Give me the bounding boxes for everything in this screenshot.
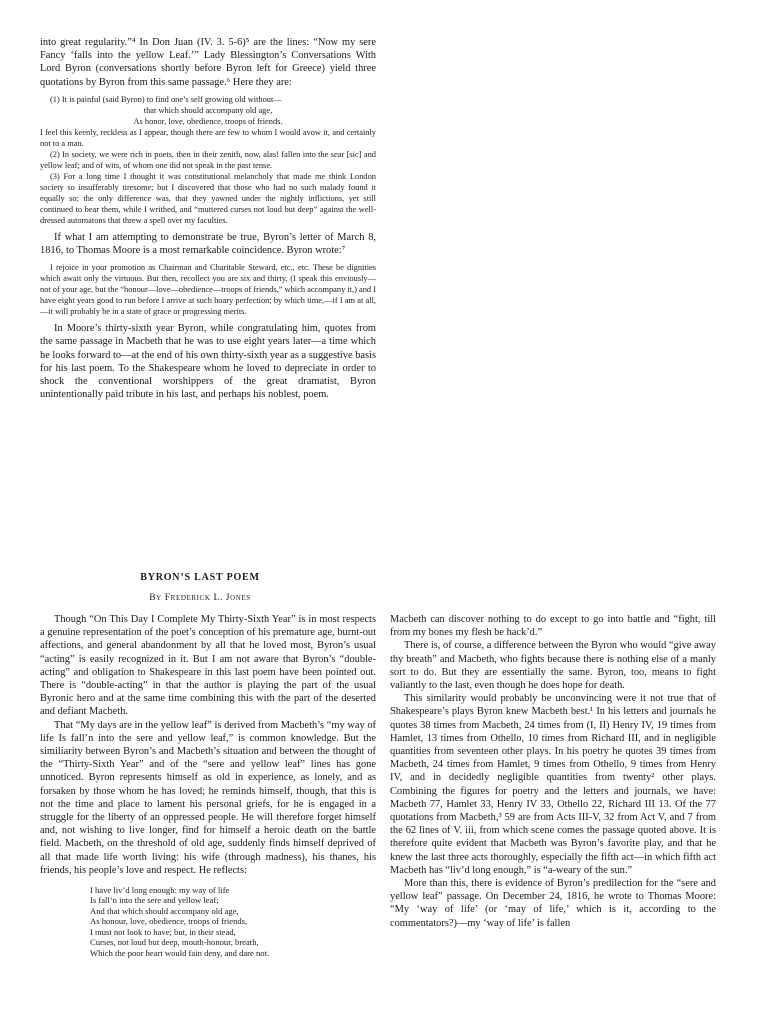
right-paragraph-1: Macbeth can discover nothing to do except to go into battle and “fight, till from my bones my flesh be hack’d.”: [390, 614, 716, 639]
right-column: [390, 613, 716, 930]
macbeth-verse: [40, 885, 376, 958]
top-paragraph-3: In Moore’s thirty-sixth year Byron, while congratulating him, quotes from the same passage in Macbeth that he was to use eight years later—a time which he looks forward to—at the end of his own thirty-sixth year as a suggestive basis for his last poem. To the Shakespeare whom he loved to depreciate in order to shock the conventional worshippers of the great dramatist, Byron unintentionally paid tribute in his last, and perhaps his noblest, poem.: [40, 323, 376, 401]
quote-1-intro: (1) It is painful (said Byron) to find one’s self growing old without—: [50, 94, 282, 104]
top-paragraph-2: If what I am attempting to demonstrate be true, Byron’s letter of March 8, 1816, to Thomas Moore is a most remarkable coincidence. Byron wrote:⁷: [40, 231, 376, 257]
verse-line: And that which should accompany old age,: [90, 905, 239, 916]
left-column: [40, 613, 376, 958]
moore-letter-quote: I rejoice in your promotion as Chairman and Charitable Steward, etc., etc. These be dignities which await only the virtuous. But then, recollect you are six and thirty, (I speak this enviously—not of your age, but the “honour—love—obedience—troops of friends,” which accompany it,) and I have eight years good to run before I arrive at such hoary perfection; by which time,—if I am at all,—it will probably be in a state of grace or progressing merits.: [40, 263, 376, 317]
top-section: [40, 36, 376, 401]
quote-1-line-3: As honor, love, obedience, troops of friends.: [133, 116, 283, 126]
right-paragraph-3: This similarity would probably be unconvincing were it not true that of Shakespeare’s plays Byron knew Macbeth best.¹ In his letters and journals he quotes 38 times from Macbeth, 24 times from (I, II) Henry IV, 19 times from Hamlet, 13 times from Othello, 10 times from Richard III, and in negligible quantities from seventeen other plays. In his poetry he quotes 39 times from Macbeth, 24 times from Hamlet, 9 times from Othello, 9 times from Henry IV, and in decidedly negligible quantities from twenty² other plays. Combining the figures for poetry and the letters and journals, we have: Macbeth 77, Hamlet 33, Henry IV 33, Othello 22, Richard III 13. Of the 77 quotations from Macbeth,³ 59 are from Acts III-V, 32 from Act V, and 7 from the 62 lines of V. iii, from which scene comes the passage quoted above. It is therefore quite evident that Macbeth was Byron’s favorite play, and that he knew the last three acts thoroughly, especially the fifth act—in which fifth act Macbeth has “liv’d long enough,” is “a-weary of the sun.”: [390, 693, 716, 876]
quote-1-body: I feel this keenly, reckless as I appear, though there are few to whom I would avow it, and certainly not to a man.: [40, 127, 376, 148]
left-paragraph-1: Though “On This Day I Complete My Thirty-Sixth Year” is in most respects a genuine representation of the poet’s conception of his premature age, burnt-out affections, and general abandonment by all that he loved most, Byron’s usual “acting” is easily recognized in it. But I am not aware that Byron’s “double-acting” and obligation to Shakespeare in this last poem have been pointed out. There is “double-acting” in that the author is playing the part of the usual Byronic hero and at the same time combining this with the part of the deserted and defiant Macbeth.: [40, 614, 376, 718]
article-author: By Frederick L. Jones: [149, 593, 251, 603]
left-paragraph-2: That “My days are in the yellow leaf” is derived from Macbeth’s “my way of life Is fall’n into the sere and yellow leaf,” is common knowledge. But the similiarity between Byron’s and Macbeth’s situation and between the thought of the “Thirty-Sixth Year” and of the “sere and yellow leaf” lines has gone unnoticed. Byron represents himself as old in experience, as lonely, and as forsaken by those whom he has loved; he reminds himself, though, that this is not the time and place to lament his personal griefs, for he is engaged in a struggle for the liberty of an oppressed people. He will therefore forget himself and, not wishing to live longer, find for himself a heroic death on the battle field. Macbeth, on the threshold of old age, suddenly finds himself deprived of all that made life worth living: his wife (through madness), his thanes, his friends, his people’s love and respect. He reflects:: [40, 719, 376, 876]
blessington-quotes: [40, 94, 376, 226]
quote-2: (2) In society, we were rich in poets, then in their zenith, now, alas! fallen into the sear [sic] and yellow leaf; and of wits, of whom one did not speak in the past tense.: [40, 149, 376, 170]
verse-line: Is fall’n into the sere and yellow leaf;: [90, 895, 219, 906]
right-paragraph-2: There is, of course, a difference between the Byron who would “give away thy breath” and Macbeth, who fights because there is nothing else of a manly sort to do. But they are essentially the same. Byron, too, means to fight valiantly to the last, even though he does hope for death.: [390, 640, 716, 692]
verse-line: I have liv’d long enough: my way of life: [90, 885, 230, 896]
quote-3: (3) For a long time I thought it was constitutional melancholy that made me think London society so insufferably tiresome; but I discovered that those who had no such malady found it equally so; the only difference was, that they yawned under the nightly inflictions, yet still continued to bear them, while I writhed, and “muttered curses not loud but deep” against the well-dressed automatons that threw a spell over my faculties.: [40, 171, 376, 225]
verse-line: As honour, love, obedience, troops of friends,: [90, 916, 248, 927]
verse-line: I must not look to have; but, in their stead,: [90, 926, 236, 937]
article-title: BYRON’S LAST POEM: [140, 572, 260, 583]
top-paragraph-1: into great regularity.”⁴ In Don Juan (IV. 3. 5-6)⁵ are the lines: “Now my sere Fancy ‘falls into the yellow Leaf.’” Lady Blessington’s Conversations With Lord Byron (conversations shortly before Byron left for Greece) yield three quotations by Byron from this same passage.⁶ Here they are:: [40, 37, 376, 88]
quote-1-line-2: that which should accompany old age,: [143, 105, 273, 115]
right-paragraph-4: More than this, there is evidence of Byron’s predilection for the “sere and yellow leaf” passage. On December 24, 1816, he wrote to Thomas Moore: “My ‘way of life’ (or ‘may of life,’ which is it, according to the commentators?)—my ‘way of life’ is fallen: [390, 878, 716, 929]
verse-line: Which the poor heart would fain deny, and dare not.: [90, 947, 270, 958]
verse-line: Curses, not loud but deep, mouth-honour, breath,: [90, 937, 259, 948]
